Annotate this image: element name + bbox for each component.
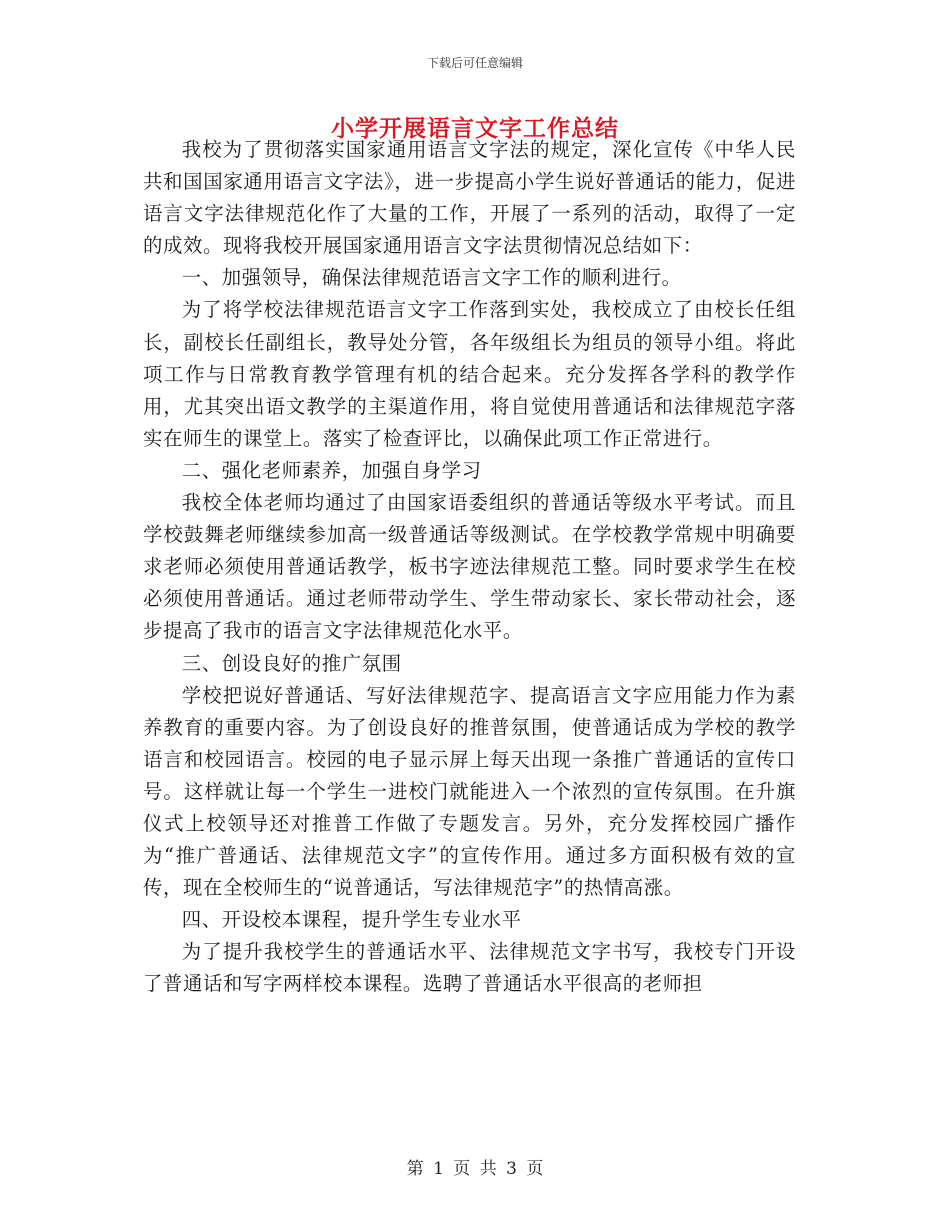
document-body xyxy=(143,134,796,1001)
section-heading-1: 一、加强领导，确保法律规范语言文字工作的顺利进行。 xyxy=(181,266,682,290)
paragraph-section-1: 为了将学校法律规范语言文字工作落到实处，我校成立了由校长任组长，副校长任副组长，教导处分管，各年级组长为组员的领导小组。将此项工作与日常教育教学管理有机的结合起来。充分发挥各学科的教学作用，尤其突出语文教学的主渠道作用，将自觉使用普通话和法律规范字落实在师生的课堂上。落实了检查评比，以确保此项工作正常进行。 xyxy=(143,298,796,450)
paragraph-section-4: 为了提升我校学生的普通话水平、法律规范文字书写，我校专门开设了普通话和写字两样校本课程。选聘了普通话水平很高的老师担 xyxy=(143,940,796,996)
paragraph-intro: 我校为了贯彻落实国家通用语言文字法的规定，深化宣传《中华人民共和国国家通用语言文字法》，进一步提高小学生说好普通话的能力，促进语言文字法律规范化作了大量的工作，开展了一系列的活动，取得了一定的成效。现将我校开展国家通用语言文字法贯彻情况总结如下： xyxy=(143,138,796,258)
section-heading-3: 三、创设良好的推广氛围 xyxy=(181,651,402,675)
document-title: 小学开展语言文字工作总结 xyxy=(331,115,619,142)
section-heading-4: 四、开设校本课程，提升学生专业水平 xyxy=(181,908,522,932)
page-number-footer: 第 1 页 共 3 页 xyxy=(406,1159,544,1179)
paragraph-section-3: 学校把说好普通话、写好法律规范字、提高语言文字应用能力作为素养教育的重要内容。为了创设良好的推普氛围，使普通话成为学校的教学语言和校园语言。校园的电子显示屏上每天出现一条推广普通话的宣传口号。这样就让每一个学生一进校门就能进入一个浓烈的宣传氛围。在升旗仪式上校领导还对推普工作做了专题发言。另外，充分发挥校园广播作为“推广普通话、法律规范文字”的宣传作用。通过多方面积极有效的宣传，现在全校师生的“说普通话，写法律规范字”的热情高涨。 xyxy=(143,683,796,900)
paragraph-section-2: 我校全体老师均通过了由国家语委组织的普通话等级水平考试。而且学校鼓舞老师继续参加高一级普通话等级测试。在学校教学常规中明确要求老师必须使用普通话教学，板书字迹法律规范工整。同时要求学生在校必须使用普通话。通过老师带动学生、学生带动家长、家长带动社会，逐步提高了我市的语言文字法律规范化水平。 xyxy=(143,491,796,643)
header-note: 下载后可任意编辑 xyxy=(426,56,523,70)
section-heading-2: 二、强化老师素养，加强自身学习 xyxy=(181,458,482,482)
